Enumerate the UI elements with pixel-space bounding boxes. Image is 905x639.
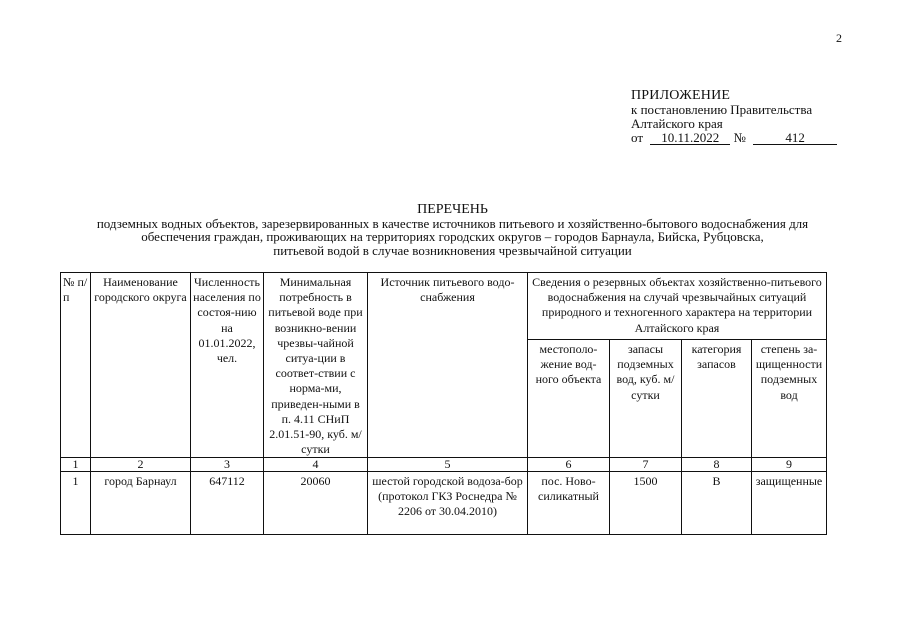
cell-source: шестой городской водоза-бор (протокол ГКЗ Роснедра № 2206 от 30.04.2010) xyxy=(368,472,528,535)
cell-population: 647112 xyxy=(191,472,264,535)
header-district: Наименование городского округа xyxy=(91,273,191,458)
header-source: Источник питьевого водо-снабжения xyxy=(368,273,528,458)
water-sources-table xyxy=(60,272,827,535)
title-heading: ПЕРЕЧЕНЬ xyxy=(417,202,488,217)
header-num: № п/п xyxy=(61,273,91,458)
document-title xyxy=(40,203,865,257)
column-numbers-row xyxy=(61,458,827,472)
title-line-3: питьевой водой в случае возникновения чрезвычайной ситуации xyxy=(273,242,632,258)
column-number: 8 xyxy=(682,458,752,472)
header-category: категория запасов xyxy=(682,339,752,458)
appendix-line-2: Алтайского края xyxy=(631,116,723,131)
column-number: 4 xyxy=(264,458,368,472)
appendix-date-line xyxy=(631,131,837,145)
cell-category: В xyxy=(682,472,752,535)
column-number: 2 xyxy=(91,458,191,472)
column-number: 9 xyxy=(752,458,827,472)
cell-district: город Барнаул xyxy=(91,472,191,535)
decree-date: 10.11.2022 xyxy=(650,131,730,145)
cell-protection: защищенные xyxy=(752,472,827,535)
title-line-1: подземных водных объектов, зарезервированных в качестве источников питьевого и хозяйственно-бытового водоснабжения для xyxy=(96,215,809,231)
title-line-2: обеспечения граждан, проживающих на территориях городских округов – городов Барнаула, Бийска, Рубцовска, xyxy=(141,229,764,244)
cell-min-need: 20060 xyxy=(264,472,368,535)
header-row-1 xyxy=(61,273,827,340)
number-label: № xyxy=(733,130,746,145)
appendix-line-1: к постановлению Правительства xyxy=(631,102,813,117)
appendix-block xyxy=(631,89,837,145)
header-location: местополо-жение вод-ного объекта xyxy=(528,339,610,458)
header-population: Численность населения по состоя-нию на 01.01.2022, чел. xyxy=(191,273,264,458)
column-number: 7 xyxy=(610,458,682,472)
header-protection: степень за-щищенности подземных вод xyxy=(752,339,827,458)
column-number: 1 xyxy=(61,458,91,472)
column-number: 5 xyxy=(368,458,528,472)
cell-num: 1 xyxy=(61,472,91,535)
from-label: от xyxy=(631,130,644,145)
header-min-need: Минимальная потребность в питьевой воде при возникно-вении чрезвы-чайной ситуа-ции в соответ-ствии с норма-ми, приведен-ными в п. 4.11 СНиП 2.01.51-90, куб. м/сутки xyxy=(264,273,368,458)
cell-reserves: 1500 xyxy=(610,472,682,535)
header-reserves: запасы подземных вод, куб. м/сутки xyxy=(610,339,682,458)
header-reserve-group: Сведения о резервных объектах хозяйственно-питьевого водоснабжения на случай чрезвычайных ситуаций природного и техногенного характера на территории Алтайского края xyxy=(528,273,827,340)
table-row xyxy=(61,472,827,535)
cell-location: пос. Ново-силикатный xyxy=(528,472,610,535)
appendix-heading: ПРИЛОЖЕНИЕ xyxy=(631,88,731,103)
decree-number: 412 xyxy=(753,131,837,145)
column-number: 6 xyxy=(528,458,610,472)
page-number: 2 xyxy=(836,31,842,45)
column-number: 3 xyxy=(191,458,264,472)
